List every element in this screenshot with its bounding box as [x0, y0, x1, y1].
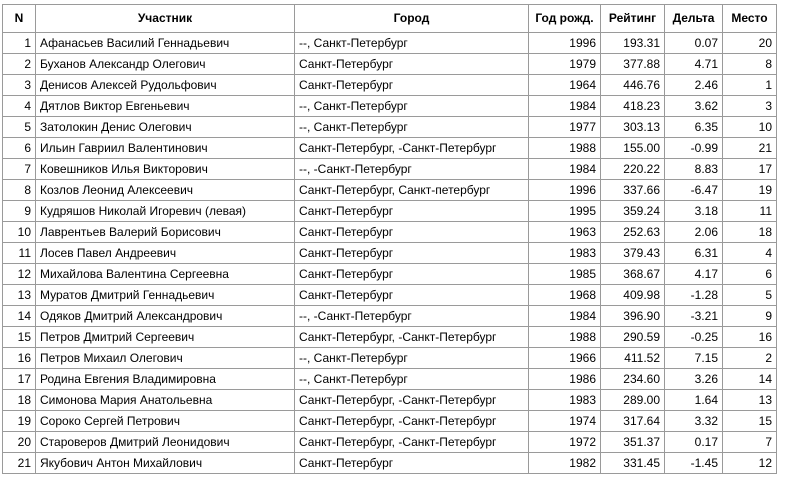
cell-place: 7 — [723, 432, 777, 453]
cell-participant: Петров Михаил Олегович — [36, 348, 295, 369]
cell-city: --, -Санкт-Петербург — [295, 159, 529, 180]
cell-city: Санкт-Петербург, -Санкт-Петербург — [295, 327, 529, 348]
cell-birth-year: 1988 — [529, 138, 601, 159]
cell-rating: 409.98 — [601, 285, 665, 306]
cell-city: --, Санкт-Петербург — [295, 117, 529, 138]
cell-participant: Родина Евгения Владимировна — [36, 369, 295, 390]
cell-birth-year: 1984 — [529, 96, 601, 117]
table-row — [3, 285, 777, 306]
cell-rating: 396.90 — [601, 306, 665, 327]
table-row — [3, 180, 777, 201]
cell-birth-year: 1986 — [529, 369, 601, 390]
cell-delta: 2.46 — [665, 75, 723, 96]
table-row — [3, 369, 777, 390]
cell-participant: Михайлова Валентина Сергеевна — [36, 264, 295, 285]
table-row — [3, 432, 777, 453]
cell-place: 3 — [723, 96, 777, 117]
cell-rating: 252.63 — [601, 222, 665, 243]
cell-place: 1 — [723, 75, 777, 96]
cell-rating: 290.59 — [601, 327, 665, 348]
cell-birth-year: 1972 — [529, 432, 601, 453]
cell-city: Санкт-Петербург, -Санкт-Петербург — [295, 432, 529, 453]
cell-number: 14 — [3, 306, 36, 327]
column-header-rating: Рейтинг — [601, 5, 665, 33]
cell-birth-year: 1977 — [529, 117, 601, 138]
cell-delta: 6.31 — [665, 243, 723, 264]
cell-city: Санкт-Петербург — [295, 264, 529, 285]
column-header-n: N — [3, 5, 36, 33]
cell-number: 19 — [3, 411, 36, 432]
table-row — [3, 390, 777, 411]
cell-delta: -1.45 — [665, 453, 723, 474]
cell-participant: Буханов Александр Олегович — [36, 54, 295, 75]
cell-birth-year: 1985 — [529, 264, 601, 285]
table-row — [3, 264, 777, 285]
cell-participant: Сороко Сергей Петрович — [36, 411, 295, 432]
cell-rating: 193.31 — [601, 33, 665, 54]
cell-participant: Дятлов Виктор Евгеньевич — [36, 96, 295, 117]
cell-birth-year: 1984 — [529, 306, 601, 327]
cell-city: Санкт-Петербург — [295, 54, 529, 75]
cell-delta: -6.47 — [665, 180, 723, 201]
cell-birth-year: 1988 — [529, 327, 601, 348]
cell-city: Санкт-Петербург, -Санкт-Петербург — [295, 138, 529, 159]
cell-participant: Афанасьев Василий Геннадьевич — [36, 33, 295, 54]
cell-birth-year: 1968 — [529, 285, 601, 306]
cell-participant: Ильин Гавриил Валентинович — [36, 138, 295, 159]
cell-rating: 351.37 — [601, 432, 665, 453]
table-body — [3, 33, 777, 474]
cell-birth-year: 1984 — [529, 159, 601, 180]
cell-participant: Лосев Павел Андреевич — [36, 243, 295, 264]
cell-city: Санкт-Петербург — [295, 285, 529, 306]
cell-city: --, Санкт-Петербург — [295, 33, 529, 54]
cell-place: 15 — [723, 411, 777, 432]
table-row — [3, 54, 777, 75]
cell-rating: 379.43 — [601, 243, 665, 264]
cell-delta: 4.71 — [665, 54, 723, 75]
cell-number: 2 — [3, 54, 36, 75]
cell-city: --, Санкт-Петербург — [295, 96, 529, 117]
cell-number: 6 — [3, 138, 36, 159]
cell-number: 3 — [3, 75, 36, 96]
cell-place: 6 — [723, 264, 777, 285]
cell-delta: 3.62 — [665, 96, 723, 117]
cell-number: 4 — [3, 96, 36, 117]
cell-birth-year: 1982 — [529, 453, 601, 474]
cell-participant: Одяков Дмитрий Александрович — [36, 306, 295, 327]
cell-number: 15 — [3, 327, 36, 348]
cell-delta: 3.26 — [665, 369, 723, 390]
cell-number: 8 — [3, 180, 36, 201]
cell-participant: Денисов Алексей Рудольфович — [36, 75, 295, 96]
cell-number: 9 — [3, 201, 36, 222]
table-row — [3, 243, 777, 264]
column-header-place: Место — [723, 5, 777, 33]
table-row — [3, 411, 777, 432]
cell-place: 16 — [723, 327, 777, 348]
cell-place: 17 — [723, 159, 777, 180]
cell-birth-year: 1995 — [529, 201, 601, 222]
cell-rating: 446.76 — [601, 75, 665, 96]
cell-rating: 368.67 — [601, 264, 665, 285]
cell-participant: Кудряшов Николай Игоревич (левая) — [36, 201, 295, 222]
cell-city: Санкт-Петербург, Санкт-петербург — [295, 180, 529, 201]
cell-birth-year: 1966 — [529, 348, 601, 369]
cell-delta: 7.15 — [665, 348, 723, 369]
cell-rating: 289.00 — [601, 390, 665, 411]
table-row — [3, 75, 777, 96]
cell-place: 20 — [723, 33, 777, 54]
cell-city: Санкт-Петербург, -Санкт-Петербург — [295, 390, 529, 411]
table-row — [3, 348, 777, 369]
cell-city: --, -Санкт-Петербург — [295, 306, 529, 327]
cell-place: 10 — [723, 117, 777, 138]
table-row — [3, 33, 777, 54]
cell-rating: 331.45 — [601, 453, 665, 474]
cell-rating: 317.64 — [601, 411, 665, 432]
table-row — [3, 306, 777, 327]
cell-rating: 411.52 — [601, 348, 665, 369]
cell-birth-year: 1979 — [529, 54, 601, 75]
table-row — [3, 201, 777, 222]
table-row — [3, 96, 777, 117]
cell-place: 14 — [723, 369, 777, 390]
cell-place: 21 — [723, 138, 777, 159]
header-row — [3, 5, 777, 33]
table-row — [3, 117, 777, 138]
cell-rating: 359.24 — [601, 201, 665, 222]
cell-number: 7 — [3, 159, 36, 180]
cell-place: 11 — [723, 201, 777, 222]
cell-number: 12 — [3, 264, 36, 285]
cell-place: 13 — [723, 390, 777, 411]
cell-place: 9 — [723, 306, 777, 327]
cell-number: 10 — [3, 222, 36, 243]
cell-place: 12 — [723, 453, 777, 474]
cell-city: Санкт-Петербург — [295, 453, 529, 474]
cell-city: Санкт-Петербург, -Санкт-Петербург — [295, 411, 529, 432]
cell-rating: 303.13 — [601, 117, 665, 138]
cell-birth-year: 1964 — [529, 75, 601, 96]
cell-number: 21 — [3, 453, 36, 474]
cell-place: 18 — [723, 222, 777, 243]
cell-participant: Козлов Леонид Алексеевич — [36, 180, 295, 201]
cell-rating: 418.23 — [601, 96, 665, 117]
cell-number: 1 — [3, 33, 36, 54]
cell-place: 4 — [723, 243, 777, 264]
cell-delta: -1.28 — [665, 285, 723, 306]
cell-participant: Муратов Дмитрий Геннадьевич — [36, 285, 295, 306]
cell-place: 19 — [723, 180, 777, 201]
cell-number: 17 — [3, 369, 36, 390]
table-row — [3, 453, 777, 474]
cell-number: 18 — [3, 390, 36, 411]
cell-birth-year: 1983 — [529, 390, 601, 411]
cell-participant: Лаврентьев Валерий Борисович — [36, 222, 295, 243]
table-row — [3, 159, 777, 180]
cell-number: 11 — [3, 243, 36, 264]
cell-participant: Затолокин Денис Олегович — [36, 117, 295, 138]
column-header-participant: Участник — [36, 5, 295, 33]
cell-delta: -0.99 — [665, 138, 723, 159]
cell-delta: 8.83 — [665, 159, 723, 180]
column-header-delta: Дельта — [665, 5, 723, 33]
cell-delta: 3.32 — [665, 411, 723, 432]
cell-participant: Симонова Мария Анатольевна — [36, 390, 295, 411]
cell-city: --, Санкт-Петербург — [295, 348, 529, 369]
cell-participant: Староверов Дмитрий Леонидович — [36, 432, 295, 453]
cell-birth-year: 1996 — [529, 33, 601, 54]
cell-place: 2 — [723, 348, 777, 369]
cell-participant: Ковешников Илья Викторович — [36, 159, 295, 180]
table-header — [3, 5, 777, 33]
cell-delta: -0.25 — [665, 327, 723, 348]
cell-birth-year: 1974 — [529, 411, 601, 432]
cell-delta: 1.64 — [665, 390, 723, 411]
cell-city: Санкт-Петербург — [295, 222, 529, 243]
cell-place: 5 — [723, 285, 777, 306]
cell-birth-year: 1983 — [529, 243, 601, 264]
cell-number: 16 — [3, 348, 36, 369]
cell-delta: 4.17 — [665, 264, 723, 285]
cell-rating: 337.66 — [601, 180, 665, 201]
cell-city: Санкт-Петербург — [295, 201, 529, 222]
cell-participant: Петров Дмитрий Сергеевич — [36, 327, 295, 348]
cell-rating: 220.22 — [601, 159, 665, 180]
cell-rating: 155.00 — [601, 138, 665, 159]
cell-rating: 234.60 — [601, 369, 665, 390]
cell-number: 13 — [3, 285, 36, 306]
table-row — [3, 138, 777, 159]
table-row — [3, 327, 777, 348]
cell-city: Санкт-Петербург — [295, 243, 529, 264]
table-row — [3, 222, 777, 243]
cell-place: 8 — [723, 54, 777, 75]
results-table — [2, 4, 777, 474]
cell-delta: 0.07 — [665, 33, 723, 54]
cell-delta: 0.17 — [665, 432, 723, 453]
column-header-birth-year: Год рожд. — [529, 5, 601, 33]
column-header-city: Город — [295, 5, 529, 33]
cell-delta: 6.35 — [665, 117, 723, 138]
cell-number: 5 — [3, 117, 36, 138]
cell-city: Санкт-Петербург — [295, 75, 529, 96]
cell-number: 20 — [3, 432, 36, 453]
cell-participant: Якубович Антон Михайлович — [36, 453, 295, 474]
cell-rating: 377.88 — [601, 54, 665, 75]
cell-delta: 2.06 — [665, 222, 723, 243]
cell-city: --, Санкт-Петербург — [295, 369, 529, 390]
cell-delta: 3.18 — [665, 201, 723, 222]
cell-birth-year: 1963 — [529, 222, 601, 243]
cell-delta: -3.21 — [665, 306, 723, 327]
cell-birth-year: 1996 — [529, 180, 601, 201]
